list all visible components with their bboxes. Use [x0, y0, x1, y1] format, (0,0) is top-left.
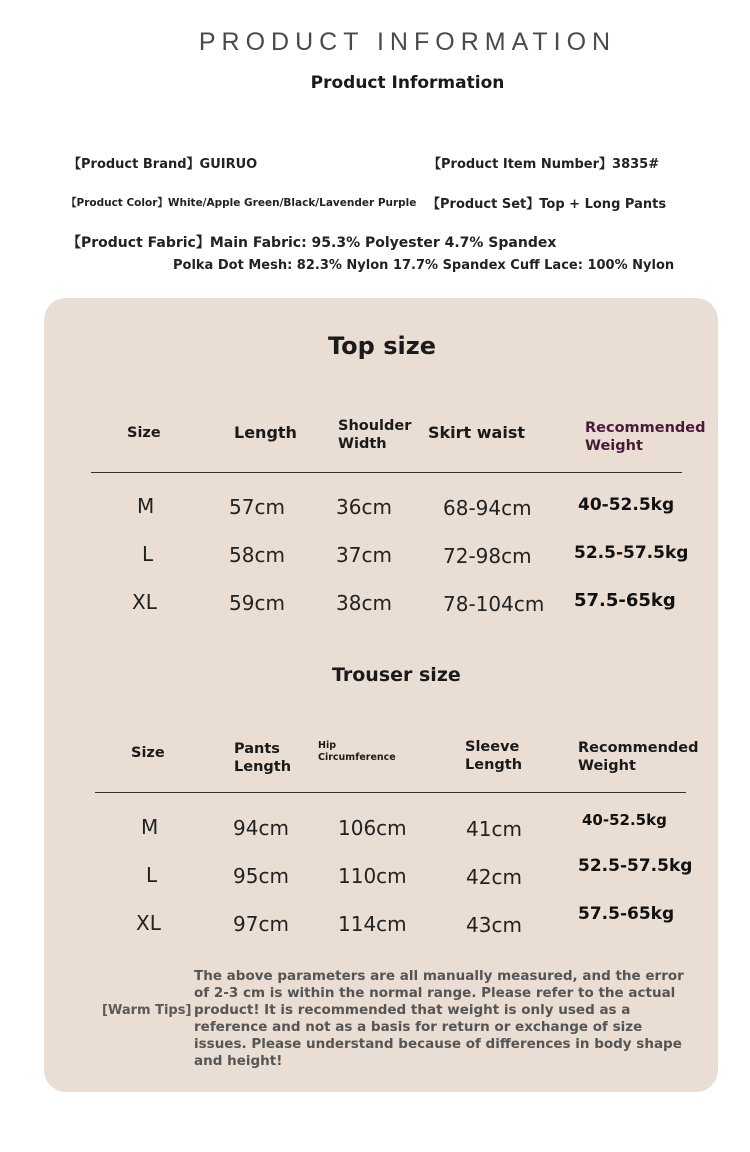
top-row-shoulder: 36cm [336, 495, 392, 519]
top-header-shoulder-line1: Shoulder [338, 418, 412, 434]
trouser-row-weight: 57.5-65kg [578, 904, 675, 924]
product-brand: 【Product Brand】GUIRUO [68, 157, 258, 172]
trouser-row-hip: 114cm [338, 912, 407, 936]
top-row-weight: 57.5-65kg [574, 590, 676, 611]
top-row-size: M [137, 494, 155, 518]
top-row-length: 58cm [229, 543, 285, 567]
trouser-row-pants: 94cm [233, 816, 289, 840]
top-header-weight [585, 419, 706, 455]
top-row-shoulder: 37cm [336, 543, 392, 567]
trouser-header-sleeve-line2: Length [465, 757, 523, 773]
warm-tips-text: The above parameters are all manually measured, and the error of 2-3 cm is within the normal range. Please refer to the actual product! It is recommended that weight is only used as a reference and not as a basis for return or exchange of size issues. Please understand because of differences in body shape and height! [194, 968, 684, 1069]
trouser-row-pants: 95cm [233, 864, 289, 888]
trouser-header-weight-line2: Weight [578, 758, 636, 774]
top-row-waist: 78-104cm [443, 592, 545, 616]
trouser-header-hip [318, 740, 396, 764]
trouser-row-hip: 110cm [338, 864, 407, 888]
top-row-weight: 40-52.5kg [578, 495, 675, 515]
trouser-row-size: L [146, 863, 158, 887]
trouser-row-pants: 97cm [233, 912, 289, 936]
trouser-row-sleeve: 43cm [466, 913, 522, 937]
top-size-title: Top size [328, 332, 436, 360]
top-header-shoulder [338, 417, 411, 453]
top-row-length: 59cm [229, 591, 285, 615]
top-row-size: XL [132, 590, 157, 614]
page-title: PRODUCT INFORMATION [198, 28, 617, 56]
trouser-header-size: Size [131, 745, 165, 761]
top-header-weight-line2: Weight [585, 438, 643, 454]
top-header-waist: Skirt waist [428, 423, 525, 442]
top-row-length: 57cm [229, 495, 285, 519]
trouser-header-pants-line2: Length [234, 759, 292, 775]
trouser-header-hip-line2: Circumference [318, 752, 396, 763]
trouser-row-size: M [141, 815, 159, 839]
top-row-weight: 52.5-57.5kg [574, 543, 689, 563]
product-fabric-detail: Polka Dot Mesh: 82.3% Nylon 17.7% Spandex Cuff Lace: 100% Nylon [173, 258, 675, 273]
trouser-table-divider [95, 792, 686, 793]
trouser-row-sleeve: 41cm [466, 817, 522, 841]
top-header-size: Size [127, 425, 161, 441]
top-row-size: L [142, 542, 154, 566]
product-color: 【Product Color】White/Apple Green/Black/Lavender Purple [66, 197, 417, 209]
top-header-shoulder-line2: Width [338, 436, 387, 452]
top-header-weight-line1: Recommended [585, 420, 706, 436]
top-table-divider [91, 472, 682, 473]
top-row-waist: 68-94cm [443, 496, 532, 520]
trouser-header-sleeve-line1: Sleeve [465, 739, 520, 755]
trouser-row-size: XL [136, 911, 161, 935]
warm-tips-label: [Warm Tips] [102, 1003, 192, 1018]
trouser-row-sleeve: 42cm [466, 865, 522, 889]
page-subtitle: Product Information [310, 73, 505, 93]
trouser-header-weight [578, 739, 699, 775]
trouser-row-weight: 40-52.5kg [582, 811, 667, 829]
product-fabric: 【Product Fabric】Main Fabric: 95.3% Polyester 4.7% Spandex [67, 235, 557, 251]
top-row-shoulder: 38cm [336, 591, 392, 615]
trouser-size-title: Trouser size [332, 664, 461, 686]
top-header-length: Length [234, 423, 297, 442]
trouser-header-sleeve [465, 738, 522, 774]
trouser-row-weight: 52.5-57.5kg [578, 856, 693, 876]
trouser-header-pants-line1: Pants [234, 741, 280, 757]
trouser-header-pants [234, 740, 291, 776]
product-item-number: 【Product Item Number】3835# [428, 157, 660, 172]
product-set: 【Product Set】Top + Long Pants [427, 197, 667, 212]
top-row-waist: 72-98cm [443, 544, 532, 568]
trouser-header-hip-line1: Hip [318, 740, 337, 751]
trouser-row-hip: 106cm [338, 816, 407, 840]
trouser-header-weight-line1: Recommended [578, 740, 699, 756]
